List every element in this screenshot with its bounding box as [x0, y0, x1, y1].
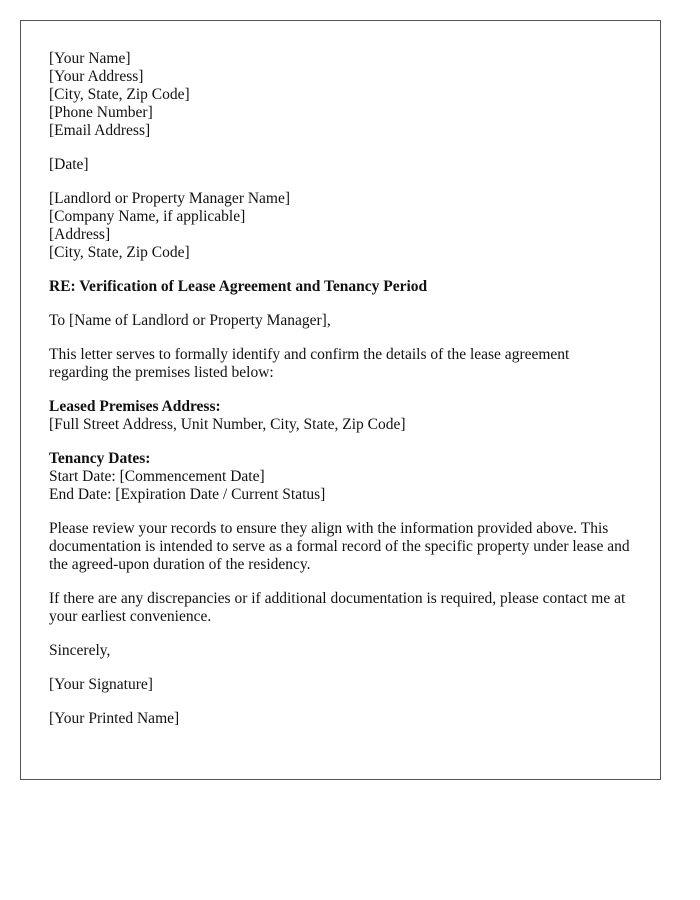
subject-line: RE: Verification of Lease Agreement and Tenancy Period — [49, 278, 428, 295]
recipient-city-state-zip: [City, State, Zip Code] — [49, 244, 190, 261]
salutation-block — [49, 312, 632, 330]
sender-address: [Your Address] — [49, 68, 144, 85]
date-block — [49, 156, 632, 174]
letter-date: [Date] — [49, 156, 89, 173]
tenancy-end-date: End Date: [Expiration Date / Current Status] — [49, 486, 326, 503]
sender-city-state-zip: [City, State, Zip Code] — [49, 86, 190, 103]
closing-block — [49, 642, 632, 660]
tenancy-block — [49, 450, 632, 504]
recipient-name: [Landlord or Property Manager Name] — [49, 190, 291, 207]
contact-paragraph: If there are any discrepancies or if additional documentation is required, please contact me at your earliest convenience. — [49, 590, 626, 625]
review-paragraph: Please review your records to ensure they align with the information provided above. This documentation is intended to serve as a formal record of the specific property under lease and the agreed-upon duration of the residency. — [49, 520, 630, 573]
signature-placeholder: [Your Signature] — [49, 676, 153, 693]
signature-block — [49, 676, 632, 694]
recipient-block — [49, 190, 632, 262]
premises-block — [49, 398, 632, 434]
sender-name: [Your Name] — [49, 50, 131, 67]
subject-block — [49, 278, 632, 296]
sender-block — [49, 50, 632, 140]
recipient-address: [Address] — [49, 226, 111, 243]
printed-name: [Your Printed Name] — [49, 710, 180, 727]
tenancy-heading: Tenancy Dates: — [49, 450, 151, 467]
sender-phone: [Phone Number] — [49, 104, 153, 121]
printed-name-block — [49, 710, 632, 728]
premises-address: [Full Street Address, Unit Number, City, State, Zip Code] — [49, 416, 406, 433]
tenancy-start-date: Start Date: [Commencement Date] — [49, 468, 265, 485]
sender-email: [Email Address] — [49, 122, 151, 139]
recipient-company: [Company Name, if applicable] — [49, 208, 246, 225]
letter-page — [20, 20, 661, 780]
closing: Sincerely, — [49, 642, 111, 659]
salutation: To [Name of Landlord or Property Manager], — [49, 312, 331, 329]
intro-paragraph: This letter serves to formally identify and confirm the details of the lease agreement regarding the premises listed below: — [49, 346, 570, 381]
premises-heading: Leased Premises Address: — [49, 398, 221, 415]
